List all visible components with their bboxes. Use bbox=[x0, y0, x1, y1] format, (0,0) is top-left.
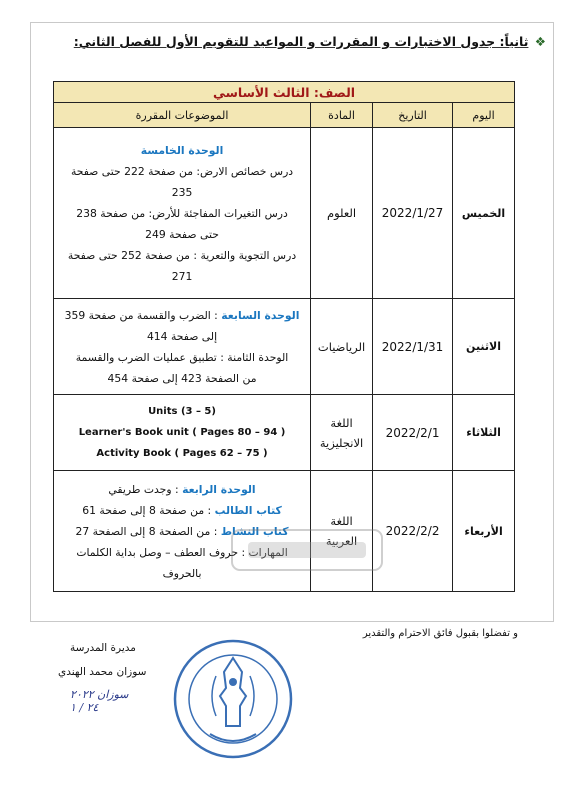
unit-title: الوحدة السابعة bbox=[221, 308, 300, 322]
topic-line: درس التجوية والتعرية : من صفحة 252 حتى صفحة bbox=[67, 248, 297, 262]
subject-cell bbox=[311, 395, 373, 471]
closing-text: و تفضلوا بقبول فائق الاحترام والتقدير bbox=[362, 628, 518, 639]
table-row bbox=[54, 395, 515, 471]
subject-line: العربية bbox=[325, 534, 358, 548]
topic-line: حتى صفحة 249 bbox=[145, 227, 219, 241]
table-row bbox=[54, 299, 515, 395]
book-rest: : من الصفحة 8 إلى الصفحة 27 bbox=[75, 524, 221, 538]
exam-schedule-table bbox=[53, 81, 515, 592]
header-day: اليوم bbox=[453, 103, 515, 128]
header-subject: المادة bbox=[311, 103, 373, 128]
signature-line: سوزان ٢٠٢٢ bbox=[70, 688, 129, 701]
subject-line: اللغة bbox=[330, 415, 353, 430]
day-cell: الثلاثاء bbox=[453, 395, 515, 471]
topic-line bbox=[60, 305, 304, 326]
topic-line: 235 bbox=[171, 185, 193, 199]
topic-line: إلى صفحة 414 bbox=[146, 329, 218, 343]
topic-line: من الصفحة 423 إلى صفحة 454 bbox=[107, 371, 257, 385]
day-cell: الأربعاء bbox=[453, 471, 515, 592]
book-title: كتاب الطالب bbox=[214, 503, 282, 517]
subject-line: اللغة bbox=[330, 514, 353, 528]
bullet-icon: ❖ bbox=[534, 34, 546, 49]
table-row bbox=[54, 128, 515, 299]
day-cell: الاثنين bbox=[453, 299, 515, 395]
topics-cell bbox=[54, 299, 311, 395]
topic-line: المهارات : حروف العطف – وصل بداية الكلمات bbox=[76, 545, 288, 559]
heading-text: ثانياً: جدول الاختبارات و المقررات و المواعيد للتقويم الأول للفصل الثاني: bbox=[73, 34, 529, 49]
topic-line: Units (3 – 5) bbox=[148, 406, 216, 417]
topic-line bbox=[60, 521, 304, 542]
topic-line bbox=[60, 500, 304, 521]
header-date: التاريخ bbox=[373, 103, 453, 128]
subject-line: الانجليزية bbox=[319, 435, 364, 450]
grade-row bbox=[54, 82, 515, 103]
topic-line: بالحروف bbox=[162, 566, 202, 580]
signatory-name: سوزان محمد الهندي bbox=[58, 666, 147, 678]
topics-cell bbox=[54, 128, 311, 299]
grade-label: الصف: الثالث الأساسي bbox=[54, 82, 515, 103]
unit-title: الوحدة الرابعة bbox=[182, 482, 256, 496]
signature-date: ٢٤ / ١ bbox=[70, 701, 99, 714]
unit-rest: : الضرب والقسمة من صفحة 359 bbox=[64, 308, 222, 322]
topic-line: درس خصائص الارض: من صفحة 222 حتى صفحة bbox=[70, 164, 294, 178]
date-cell: 2022/2/2 bbox=[373, 471, 453, 592]
subject-cell: الرياضيات bbox=[311, 299, 373, 395]
signatory-title: مديرة المدرسة bbox=[70, 642, 136, 654]
book-rest: : من صفحة 8 إلى صفحة 61 bbox=[82, 503, 215, 517]
header-row bbox=[54, 103, 515, 128]
date-cell: 2022/1/27 bbox=[373, 128, 453, 299]
topics-cell bbox=[54, 395, 311, 471]
topic-line: Activity Book ( Pages 62 – 75 ) bbox=[96, 448, 268, 459]
handwritten-signature bbox=[70, 688, 128, 714]
topic-line bbox=[60, 479, 304, 500]
topic-line: 271 bbox=[171, 269, 193, 283]
unit-rest: : وجدت طريقي bbox=[108, 482, 183, 496]
subject-cell: العلوم bbox=[311, 128, 373, 299]
topic-line: درس التغيرات المفاجئة للأرض: من صفحة 238 bbox=[76, 206, 288, 220]
date-cell: 2022/2/1 bbox=[373, 395, 453, 471]
header-topics: الموضوعات المقررة bbox=[54, 103, 311, 128]
table-row bbox=[54, 471, 515, 592]
book-title: كتاب النشاط bbox=[220, 524, 289, 538]
topic-line: الوحدة الثامنة : تطبيق عمليات الضرب والقسمة bbox=[75, 350, 289, 364]
topics-cell bbox=[54, 471, 311, 592]
day-cell: الخميس bbox=[453, 128, 515, 299]
unit-title: الوحدة الخامسة bbox=[140, 143, 224, 157]
date-cell: 2022/1/31 bbox=[373, 299, 453, 395]
school-seal-icon bbox=[170, 636, 296, 762]
section-heading bbox=[46, 34, 546, 50]
topic-line: Learner's Book unit ( Pages 80 – 94 ) bbox=[78, 427, 286, 438]
subject-cell bbox=[311, 471, 373, 592]
